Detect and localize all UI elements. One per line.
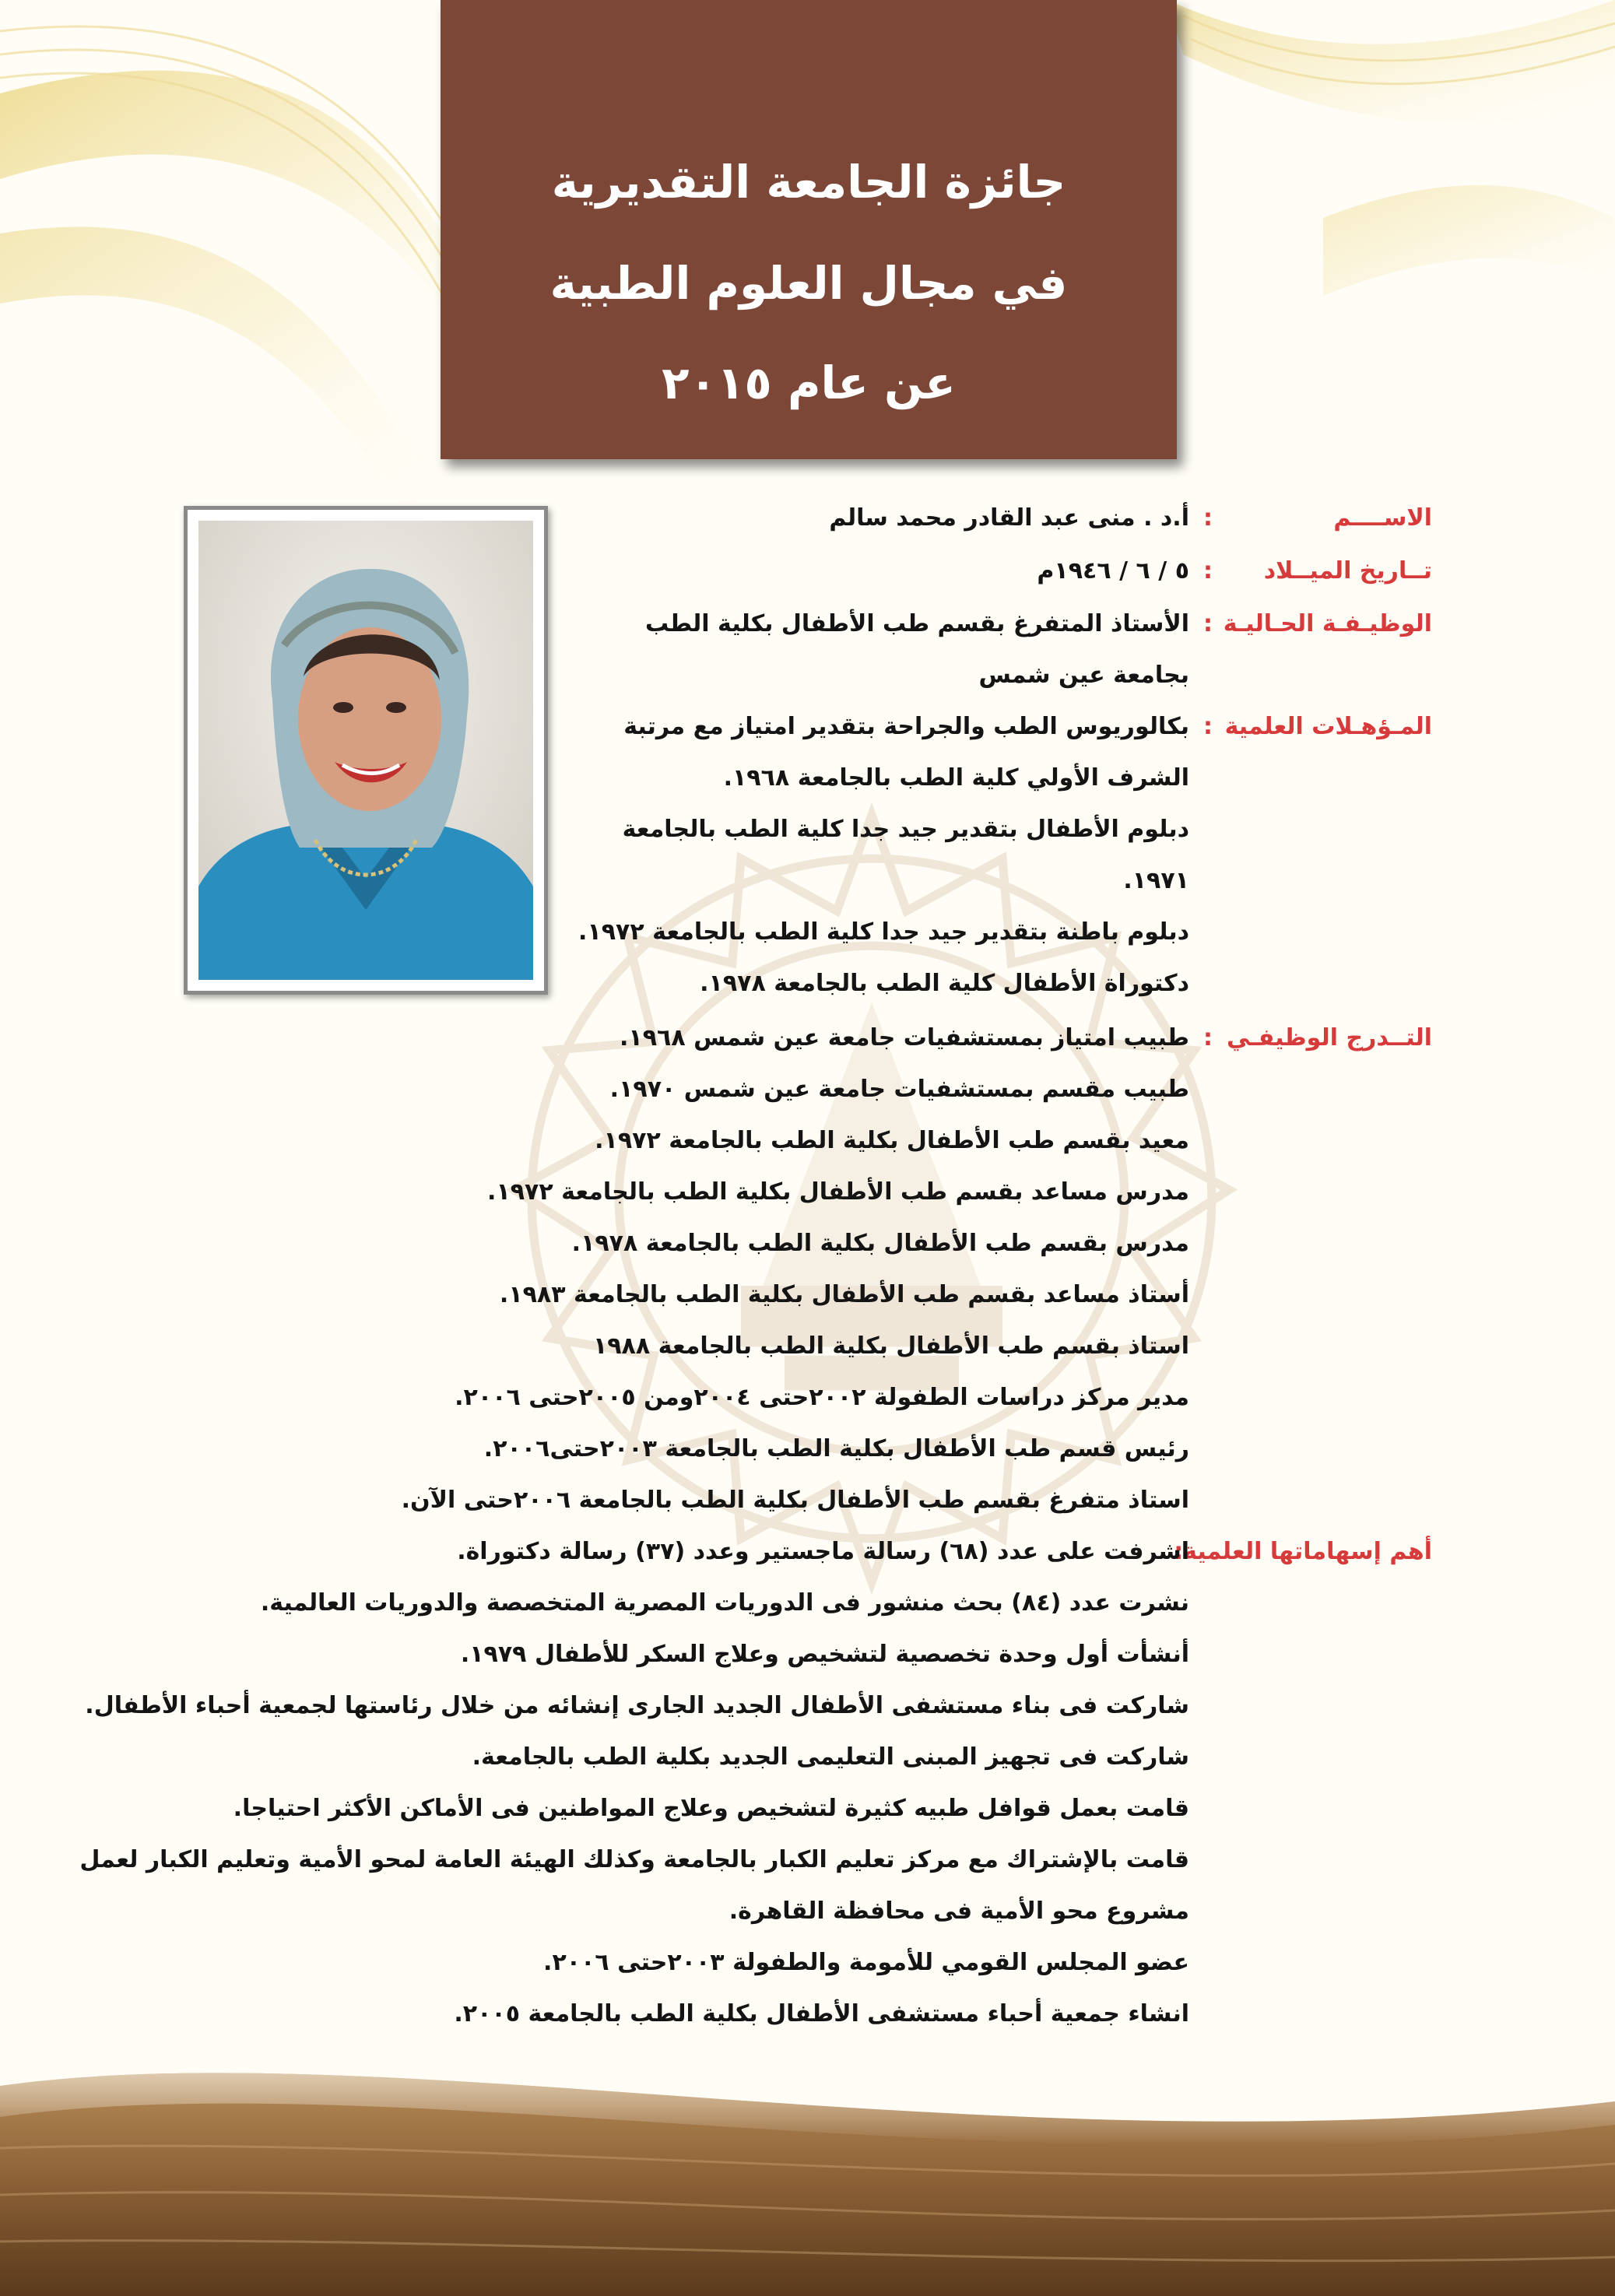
career-line: مدرس بقسم طب الأطفال بكلية الطب بالجامعة ١٩٧٨. [571,1230,1189,1257]
colon-name: : [1203,504,1213,532]
qualification-line: الشرف الأولي كلية الطب بالجامعة ١٩٦٨. [723,764,1189,792]
qualification-line: ١٩٧١. [1123,867,1189,894]
colon-qualifications: : [1203,713,1213,740]
career-line: رئيس قسم طب الأطفال بكلية الطب بالجامعة ٢٠٠٣حتى٢٠٠٦. [483,1435,1189,1462]
value-birth: ٥ / ٦ / ١٩٤٦م [1037,557,1189,585]
title-line-year: عن عام ٢٠١٥ [662,356,956,409]
qualification-line: دكتوراة الأطفال كلية الطب بالجامعة ١٩٧٨. [700,970,1189,997]
career-line: مدير مركز دراسات الطفولة ٢٠٠٢حتى ٢٠٠٤ومن ٢٠٠٥حتى ٢٠٠٦. [455,1384,1189,1411]
contribution-line: أنشأت أول وحدة تخصصية لتشخيص وعلاج السكر للأطفال ١٩٧٩. [460,1641,1189,1668]
label-current-job: الوظيـفـة الحـاليـة [1223,610,1432,637]
qualification-line: بكالوريوس الطب والجراحة بتقدير امتياز مع مرتبة [623,713,1189,740]
label-career: التــدرج الوظيفـي [1226,1024,1432,1051]
label-name: الاســــم [1333,504,1432,532]
portrait-photo [184,506,548,995]
career-line: استاذ متفرغ بقسم طب الأطفال بكلية الطب بالجامعة ٢٠٠٦حتى الآن. [401,1487,1189,1514]
career-line: طبيب مقسم بمستشفيات جامعة عين شمس ١٩٧٠. [609,1076,1189,1103]
career-line: أستاذ مساعد بقسم طب الأطفال بكلية الطب بالجامعة ١٩٨٣. [499,1281,1189,1308]
career-line: معيد بقسم طب الأطفال بكلية الطب بالجامعة ١٩٧٢. [595,1127,1189,1154]
contribution-line: انشاء جمعية أحباء مستشفى الأطفال بكلية الطب بالجامعة ٢٠٠٥. [454,2000,1189,2027]
label-qualifications: المـؤهـلات العلمية [1224,713,1432,740]
career-line: استاذ بقسم طب الأطفال بكلية الطب بالجامعة ١٩٨٨ [592,1332,1189,1360]
value-current-job-line: الأستاذ المتفرغ بقسم طب الأطفال بكلية الطب [645,610,1189,637]
title-banner [441,0,1177,459]
qualification-line: دبلوم باطنة بتقدير جيد جدا كلية الطب بالجامعة ١٩٧٢. [578,918,1189,946]
career-line: مدرس مساعد بقسم طب الأطفال بكلية الطب بالجامعة ١٩٧٢. [487,1178,1189,1206]
contribution-line: نشرت عدد (٨٤) بحث منشور فى الدوريات المصرية المتخصصة والدوريات العالمية. [260,1589,1189,1617]
colon-current-job: : [1203,610,1213,637]
value-current-job-line: بجامعة عين شمس [978,662,1189,689]
contribution-line: قامت بعمل قوافل طبيه كثيرة لتشخيص وعلاج المواطنين فى الأماكن الأكثر احتياجا. [233,1795,1189,1822]
colon-career: : [1203,1024,1213,1051]
label-contributions: أهم إسهاماتها العلمية: [1174,1538,1432,1565]
contribution-line: عضو المجلس القومي للأمومة والطفولة ٢٠٠٣حتى ٢٠٠٦. [543,1949,1189,1976]
contribution-line: شاركت فى تجهيز المبنى التعليمى الجديد بكلية الطب بالجامعة. [472,1743,1189,1771]
value-name: أ.د . منى عبد القادر محمد سالم [829,504,1189,532]
contribution-line: اشرفت على عدد (٦٨) رسالة ماجستير وعدد (٣٧) رسالة دكتوراة. [457,1538,1189,1565]
contribution-line: مشروع محو الأمية فى محافظة القاهرة. [729,1898,1189,1925]
colon-birth: : [1203,557,1213,585]
title-line-award: جائزة الجامعة التقديرية [551,156,1066,209]
title-line-field: في مجال العلوم الطبية [549,257,1068,310]
wood-floor-decoration [0,2039,1615,2296]
portrait-image [198,521,533,980]
contribution-line: شاركت فى بناء مستشفى الأطفال الجديد الجارى إنشائه من خلال رئاستها لجمعية أحباء الأطفال. [85,1692,1189,1719]
career-line: طبيب امتياز بمستشفيات جامعة عين شمس ١٩٦٨. [620,1024,1189,1051]
qualification-line: دبلوم الأطفال بتقدير جيد جدا كلية الطب بالجامعة [622,816,1189,843]
contribution-line: قامت بالإشتراك مع مركز تعليم الكبار بالجامعة وكذلك الهيئة العامة لمحو الأمية وتعليم الكبار لعمل [79,1846,1189,1873]
label-birth: تــاريخ الميــلاد [1263,557,1432,585]
